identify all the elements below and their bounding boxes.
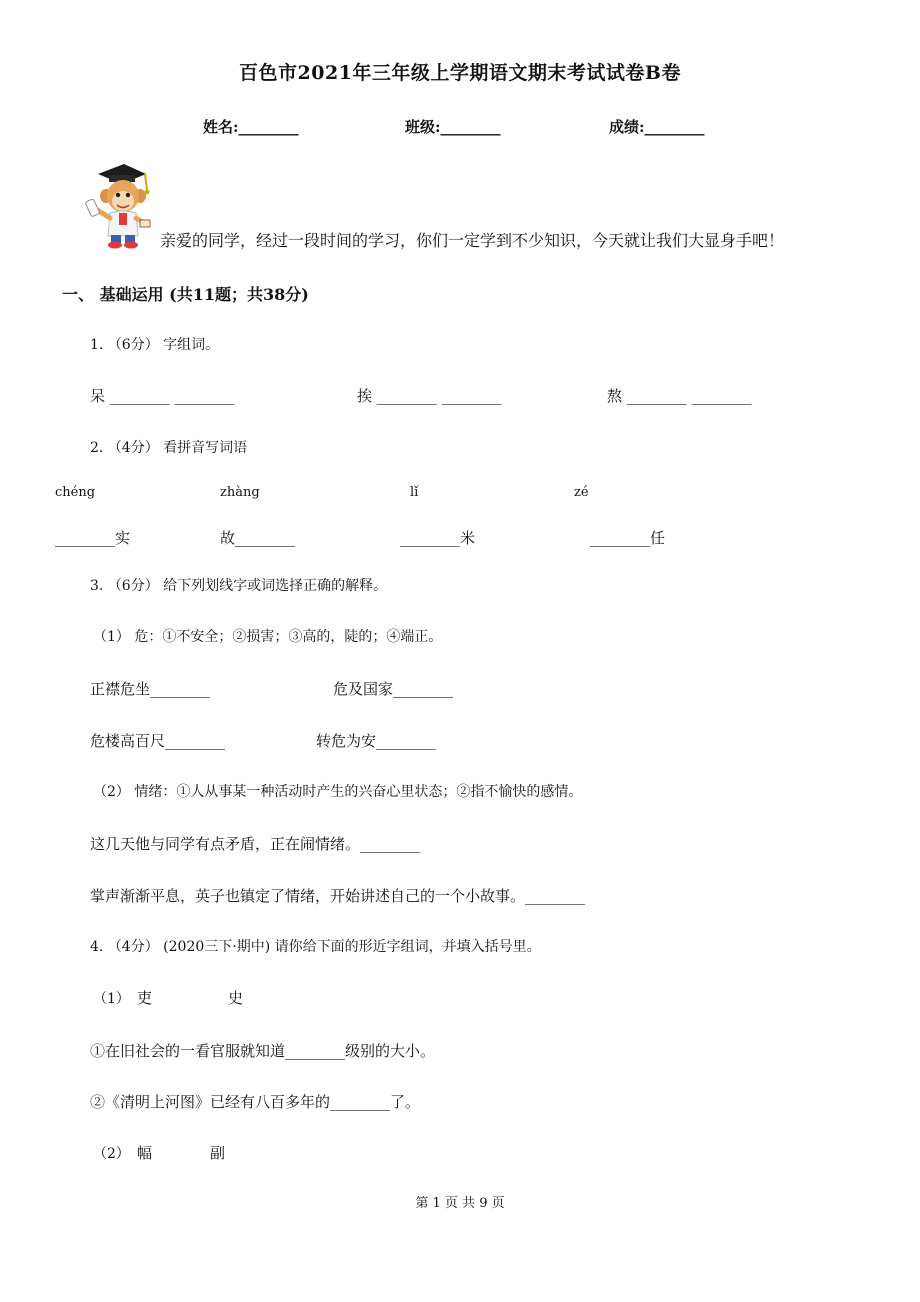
q2-word-blank: ________任: [590, 529, 666, 547]
q3-item: 正襟危坐________: [90, 680, 211, 698]
q4-char: 史: [228, 989, 244, 1007]
class-field-label: 班级:________: [405, 118, 501, 136]
q2-word-blank: ________米: [400, 529, 476, 547]
q1-item: 熬 ________ ________: [607, 387, 752, 405]
q2-pinyin: chéng: [55, 485, 96, 500]
q3-header: 3. （6分） 给下列划线字或词选择正确的解释。: [90, 578, 388, 594]
score-field-label: 成绩:________: [609, 118, 705, 136]
q3-sub2: （2） 情绪：①人从事某一种活动时产生的兴奋心里状态；②指不愉快的感情。: [93, 784, 583, 800]
q3-sentence: 掌声渐渐平息，英子也镇定了情绪，开始讲述自己的一个小故事。________: [90, 887, 586, 905]
q2-pinyin: zhàng: [220, 485, 260, 500]
q4-header: 4. （4分） (2020三下·期中) 请你给下面的形近字组词，并填入括号里。: [90, 939, 541, 955]
q2-word-blank: ________实: [55, 529, 131, 547]
name-field-label: 姓名:________: [203, 118, 299, 136]
q1-header: 1. （6分） 字组词。: [90, 337, 220, 353]
q4-char: 副: [210, 1144, 226, 1162]
q3-sub1: （1） 危：①不安全；②损害；③高的，陡的；④端正。: [93, 629, 443, 645]
page-title: 百色市2021年三年级上学期语文期末考试试卷B卷: [239, 62, 681, 84]
q3-item: 转危为安________: [316, 732, 437, 750]
q4-sub2-label: （2）: [93, 1146, 130, 1162]
q4-char: 幅: [137, 1144, 153, 1162]
q3-sentence: 这几天他与同学有点矛盾，正在闹情绪。________: [90, 835, 421, 853]
q1-item: 挨 ________ ________: [357, 387, 502, 405]
q3-item: 危及国家________: [333, 680, 454, 698]
q4-sentence: ②《清明上河图》已经有八百多年的________了。: [90, 1093, 421, 1111]
student-mascot-icon: [84, 162, 152, 250]
greeting-text: 亲爱的同学，经过一段时间的学习，你们一定学到不少知识，今天就让我们大显身手吧！: [160, 231, 785, 250]
section-1-title: 一、 基础运用 (共11题；共38分): [62, 285, 309, 304]
q2-word-blank: 故________: [220, 529, 296, 547]
q4-sentence: ①在旧社会的一看官服就知道________级别的大小。: [90, 1042, 436, 1060]
page-footer: 第 1 页 共 9 页: [415, 1196, 505, 1211]
q3-item: 危楼高百尺________: [90, 732, 226, 750]
q1-item: 呆 ________ ________: [90, 387, 235, 405]
q4-sub1-label: （1）: [93, 991, 130, 1007]
q2-pinyin: lǐ: [410, 485, 419, 500]
q2-pinyin: zé: [574, 485, 589, 500]
q2-header: 2. （4分） 看拼音写词语: [90, 440, 248, 456]
q4-char: 吏: [137, 989, 153, 1007]
